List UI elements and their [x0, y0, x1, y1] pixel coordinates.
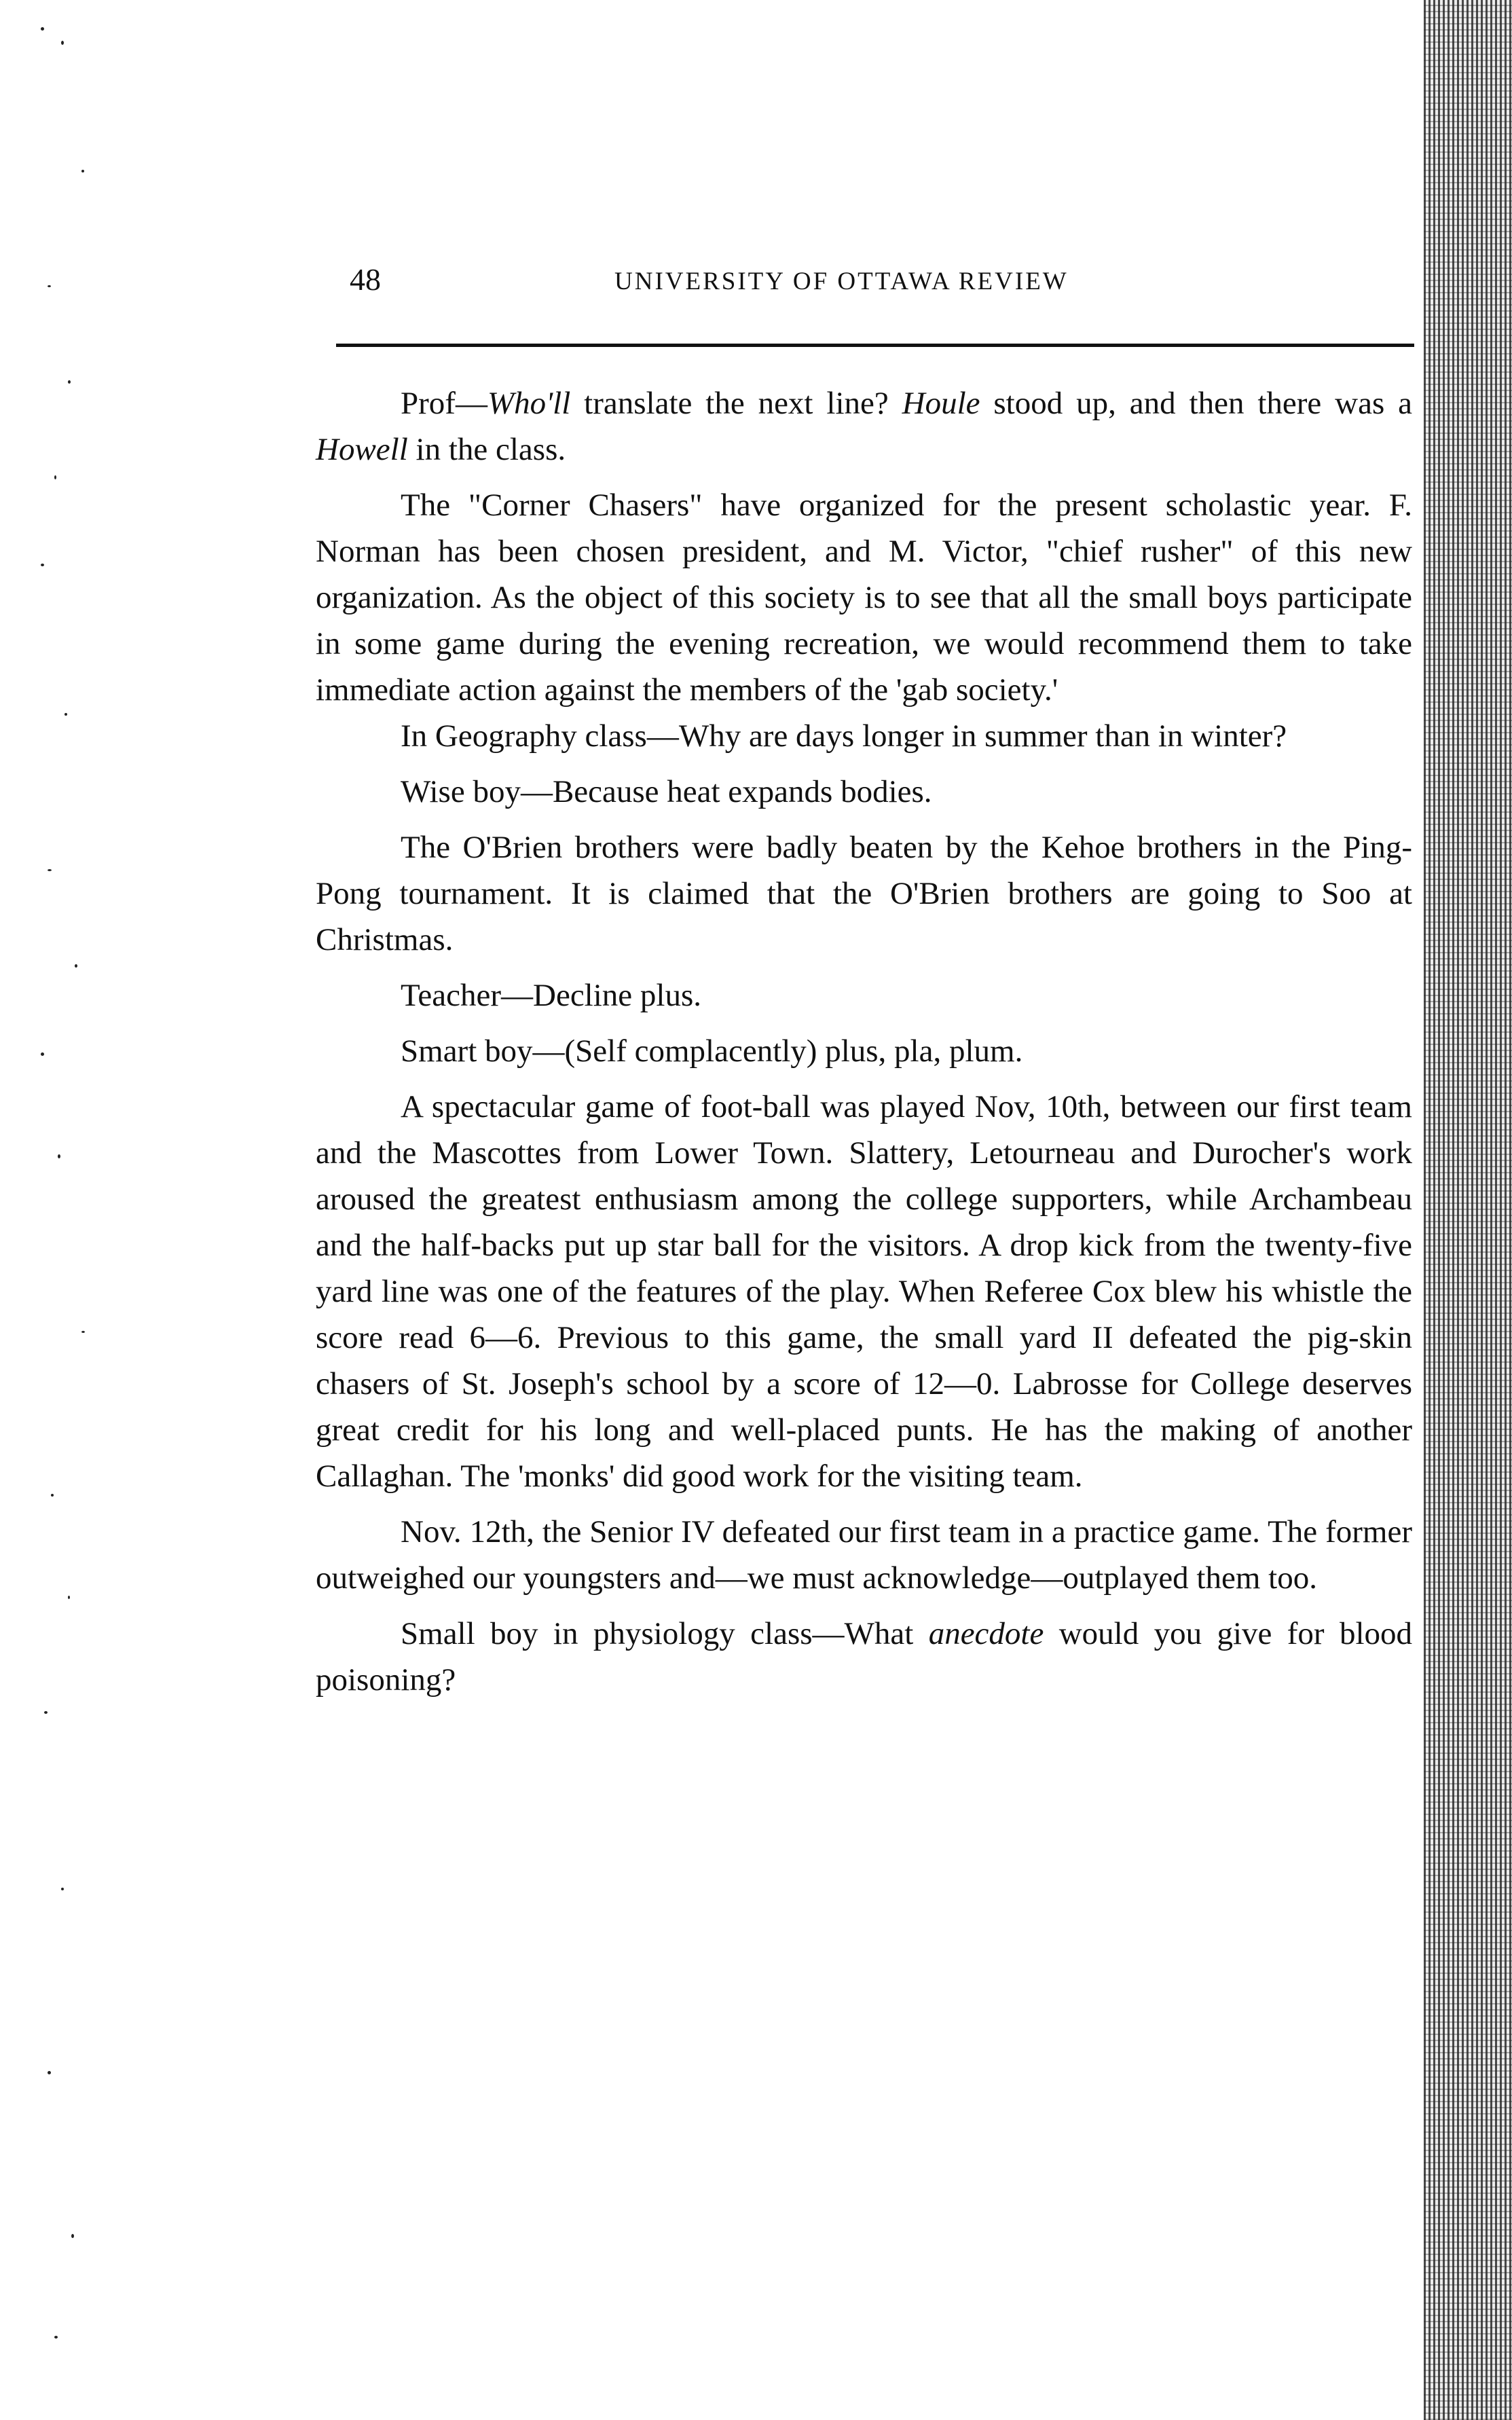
paragraph-corner-chasers: The "Corner Chasers" have organized for the present scholastic year. F. Norman has been chosen president, and M. Victor, "chief rusher" of this new organization. As the object of this society is to see that all the small boys participate in some game during the evening recreation, we would recommend them to take immediate action against the members of the 'gab society.'	[316, 488, 1412, 708]
header-rule	[336, 344, 1414, 347]
text-run: Prof—	[401, 386, 487, 421]
italic-run: Howell	[316, 432, 408, 467]
running-header	[336, 261, 1416, 302]
text-run: translate the next line?	[570, 386, 902, 421]
paragraph-geography-class: In Geography class—Why are days longer in summer than in winter?	[401, 718, 1287, 754]
italic-run: anecdote	[928, 1616, 1044, 1651]
running-title: UNIVERSITY OF OTTAWA REVIEW	[614, 268, 1069, 295]
scan-margin-specks	[0, 0, 115, 2420]
page-number: 48	[350, 262, 381, 297]
paragraph-smart-boy: Smart boy—(Self complacently) plus, pla, plum.	[401, 1033, 1023, 1069]
italic-run: Houle	[902, 386, 980, 421]
paragraph-physiology	[316, 1611, 1412, 1703]
paragraph-ping-pong: The O'Brien brothers were badly beaten by the Kehoe brothers in the Ping-Pong tournament. It is claimed that the O'Brien brothers are going to Soo at Christmas.	[316, 830, 1412, 957]
paragraph-wise-boy: Wise boy—Because heat expands bodies.	[401, 774, 932, 809]
article-body	[316, 380, 1412, 1703]
text-run: stood up, and then there was a	[980, 386, 1413, 421]
text-run: in the class.	[407, 432, 566, 467]
paragraph-football-game: A spectacular game of foot-ball was played Nov, 10th, between our first team and the Mascottes from Lower Town. Slattery, Letourneau and Durocher's work aroused the greatest enthusiasm among the college supporters, while Archambeau and the half-backs put up star ball for the visitors. A drop kick from the twenty-five yard line was one of the features of the play. When Referee Cox blew his whistle the score read 6—6. Previous to this game, the small yard II defeated the pig-skin chasers of St. Joseph's school by a score of 12—0. Labrosse for College deserves great credit for his long and well-placed punts. He has the making of another Callaghan. The 'monks' did good work for the visiting team.	[316, 1089, 1412, 1494]
scan-right-edge-noise	[1424, 0, 1512, 2420]
italic-run: Who'll	[487, 386, 571, 421]
paragraph-teacher: Teacher—Decline plus.	[401, 978, 702, 1013]
text-run: would you give for blood poisoning?	[316, 1616, 1413, 1698]
paragraph-senior-iv: Nov. 12th, the Senior IV defeated our first team in a practice game. The former outweighed our youngsters and—we must acknowledge—outplayed them too.	[316, 1514, 1412, 1596]
paragraph-prof-translate	[316, 380, 1412, 473]
text-run: Small boy in physiology class—What	[401, 1616, 929, 1651]
